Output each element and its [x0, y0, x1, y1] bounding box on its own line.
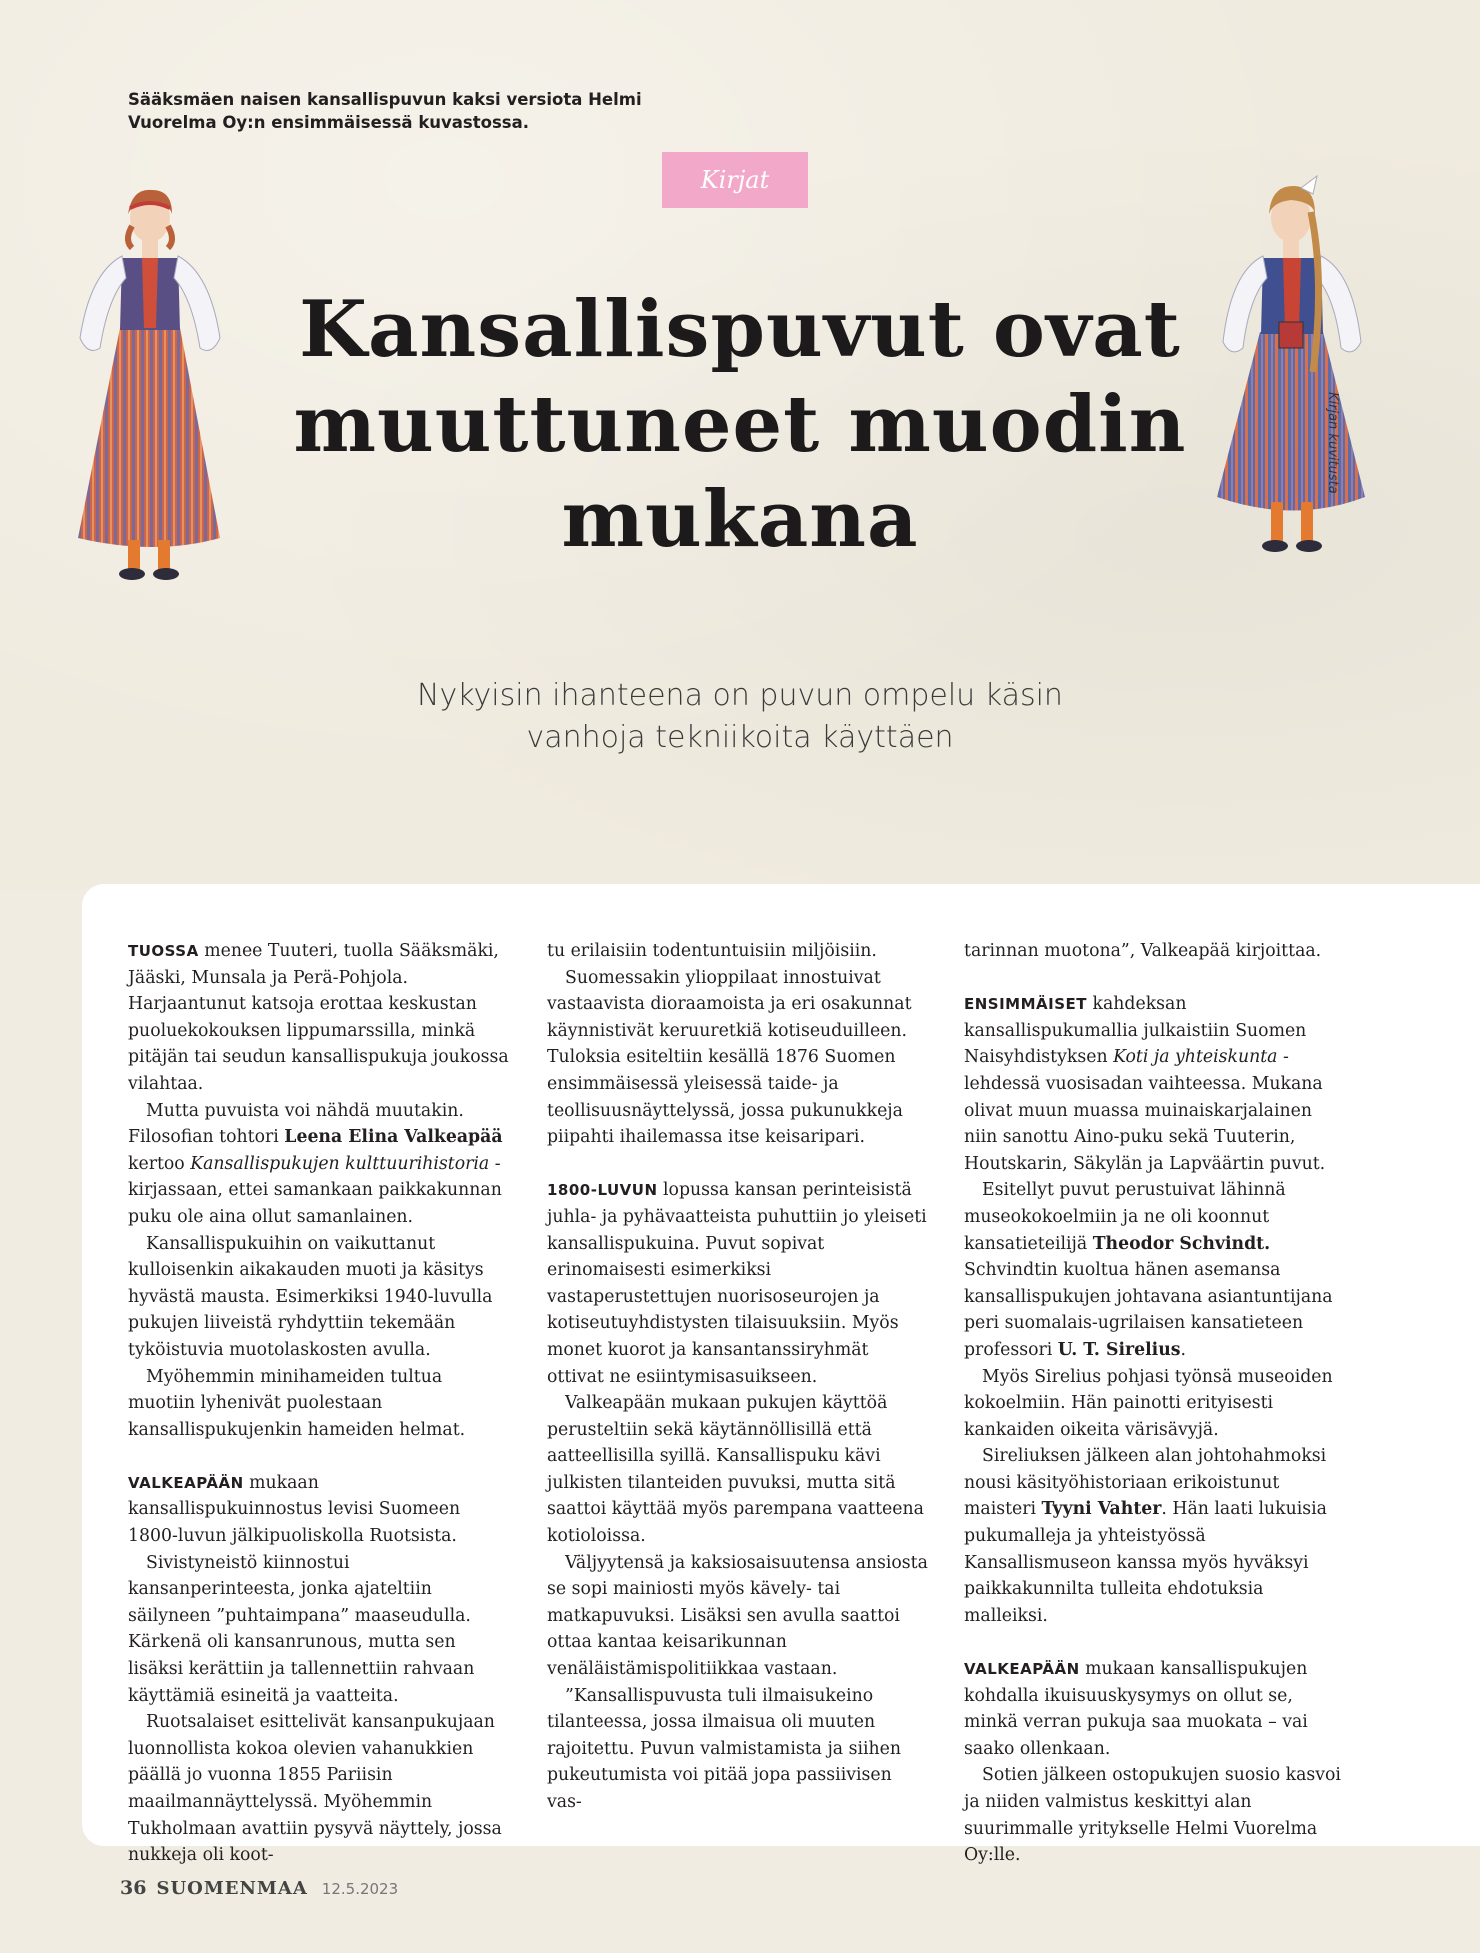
- left-costume-illustration: [60, 178, 250, 588]
- paragraph: [964, 991, 1346, 1177]
- paragraph-text: . Hän laati lukuisia pukumalleja ja yhteistyössä Kansallismuseon kanssa myös hyväksyi paikkakunnilta tulleita ehdotuksia malleiksi.: [964, 1499, 1327, 1626]
- paragraph: Valkeapään mukaan pukujen käyttöä perusteltiin sekä käytännöllisillä että aatteellisilla syillä. Kansallispuku kävi julkisten tilanteiden puvuksi, mutta sitä saattoi käyttää myös parempana vaatteena kotioloissa.: [547, 1393, 924, 1547]
- section-kicker[interactable]: Kirjat: [662, 152, 808, 208]
- paragraph-text: .: [1180, 1339, 1187, 1360]
- person-name: Theodor Schvindt.: [1092, 1233, 1271, 1254]
- paragraph: Ruotsalaiset esittelivät kansanpukujaan luonnollista kokoa olevien vahanukkien päällä jo vuonna 1855 Pariisin maailmannäyttelyssä. Myöhemmin Tukholmaan avattiin pysyvä näyttely, jossa nukkeja oli koot-: [128, 1712, 502, 1866]
- person-name: Leena Elina Valkeapää: [284, 1127, 503, 1148]
- article-headline: [250, 282, 1230, 567]
- magazine-name: SUOMENMAA: [156, 1878, 308, 1899]
- paragraph-text: -lehdessä vuosisadan vaihteessa. Mukana olivat muun muassa muinaiskarjalainen niin sanottu Aino-puku sekä Tuuterin, Houtskarin, Säkylän ja Lapväärtin puvut.: [964, 1047, 1326, 1174]
- paragraph: [964, 1443, 1346, 1629]
- deck-line-2: vanhoja tekniikoita käyttäen: [526, 720, 954, 755]
- paragraph-text: menee Tuuteri, tuolla Sääksmäki, Jääski, Munsala ja Perä-Pohjola. Harjaantunut katsoja erottaa keskustan puoluekokouksen lippumarssilla, minkä pitäjän tai seudun kansallispukuja joukossa vilahtaa.: [128, 941, 509, 1094]
- paragraph: tarinnan muotona”, Valkeapää kirjoittaa.: [964, 941, 1322, 961]
- book-title: Kansallispukujen kulttuurihistoria: [190, 1153, 490, 1174]
- paragraph-text: kahdeksan kansallispukumallia julkaistiin Suomen Naisyhdistyksen: [964, 994, 1307, 1068]
- right-costume-illustration: [1205, 172, 1375, 592]
- page-number: 36: [120, 1877, 147, 1899]
- article-deck: [330, 675, 1150, 759]
- paragraph: [964, 1177, 1346, 1363]
- paragraph-text: mukaan kansallispukujen kohdalla ikuisuuskysymys on ollut se, minkä verran pukuja saa muokata – vai saako ollenkaan.: [964, 1659, 1308, 1759]
- paragraph-text: Sireliuksen jälkeen alan johtohahmoksi nousi käsityöhistoriaan erikoistunut maisteri: [964, 1446, 1327, 1520]
- image-caption: Sääksmäen naisen kansallispuvun kaksi versiota Helmi Vuorelma Oy:n ensimmäisessä kuvastossa.: [128, 90, 642, 132]
- paragraph-text: lopussa kansan perinteisistä juhla- ja pyhävaatteista puhuttiin jo yleiseti kansallispukuina. Puvut sopivat erinomaisesti esimerkiksi vastaperustettujen nuorisoseurojen ja kotiseutuyhdistysten tilaisuuksiin. Myös monet kuorot ja kansantanssiryhmät ottivat ne esiintymisasuikseen.: [547, 1180, 927, 1387]
- lead-in: VALKEAPÄÄN: [128, 1473, 244, 1492]
- paragraph: Myöhemmin minihameiden tultua muotiin lyhenivät puolestaan kansallispukujenkin hameiden helmat.: [128, 1366, 466, 1440]
- paragraph-text: mukaan kansallispukuinnostus levisi Suomeen 1800-luvun jälkipuoliskolla Ruotsista.: [128, 1472, 461, 1547]
- deck-line-1: Nykyisin ihanteena on puvun ompelu käsin: [417, 678, 1063, 713]
- paragraph: Suomessakin ylioppilaat innostuivat vastaavista dioraamoista ja eri osakunnat käynnistivät keruuretkiä kotiseuduilleen. Tuloksia esiteltiin kesällä 1876 Suomen ensimmäisessä yleisessä taide- ja teollisuusnäyttelyssä, jossa pukunukkeja piipahti ihailemassa itse keisaripari.: [547, 967, 912, 1148]
- paragraph: Myös Sirelius pohjasi työnsä museoiden kokoelmiin. Hän painotti erityisesti kankaiden oikeita värisävyjä.: [964, 1366, 1333, 1440]
- paragraph: [128, 938, 510, 1098]
- lead-in: TUOSSA: [128, 942, 199, 960]
- paragraph: [964, 1656, 1346, 1762]
- paragraph: tu erilaisiin todentuntuisiin miljöisiin.: [547, 941, 877, 961]
- paragraph: [547, 1177, 929, 1390]
- person-name: Tyyni Vahter: [1041, 1499, 1162, 1520]
- paragraph-text: Esitellyt puvut perustuivat lähinnä museokokoelmiin ja ne oli koonnut kansatieteilijä: [964, 1180, 1286, 1254]
- body-column-3: [964, 938, 1346, 1869]
- paragraph-text: Mutta puvuista voi nähdä muutakin. Filosofian tohtori: [128, 1100, 464, 1148]
- lead-in: ENSIMMÄISET: [964, 995, 1088, 1014]
- paragraph-text: -kirjassaan, ettei samankaan paikkakunnan puku ole aina ollut samanlainen.: [128, 1153, 502, 1227]
- lead-in: VALKEAPÄÄN: [964, 1660, 1080, 1679]
- headline-line-2: muuttuneet muodin: [293, 379, 1187, 470]
- person-name: U. T. Sirelius: [1057, 1339, 1181, 1360]
- magazine-title: Koti ja yhteiskunta: [1113, 1047, 1278, 1068]
- paragraph: Kansallispukuihin on vaikuttanut kulloisenkin aikakauden muoti ja käsitys hyvästä mausta. Esimerkiksi 1940-luvulla pukujen liiveistä ryhdyttiin tekemään tyköistuvia muotolaskosten avulla.: [128, 1233, 493, 1360]
- paragraph: Sivistyneistö kiinnostui kansanperinteesta, jonka ajateltiin säilyneen ”puhtaimpana” maaseudulla. Kärkenä oli kansanrunous, mutta sen lisäksi kerättiin ja tallennettiin rahvaan käyttämiä esineitä ja vaatteita.: [128, 1552, 475, 1706]
- paragraph: ”Kansallispuvusta tuli ilmaisukeino tilanteessa, jossa ilmaisua oli muuten rajoitettu. Puvun valmistamista ja siihen pukeutumista voi pitää jopa passiivisen vas-: [547, 1685, 902, 1812]
- paragraph: Väljyytensä ja kaksiosaisuutensa ansiosta se sopi mainiosti myös kävely- tai matkapuvuksi. Lisäksi sen avulla saattoi ottaa kantaa keisarikunnan venäläistämispolitiikkaa vastaan.: [547, 1552, 928, 1680]
- paragraph-text: Schvindtin kuoltua hänen asemansa kansallispukujen johtavana asiantuntijana peri suomalais-ugrilaisen kansatieteen professori: [964, 1260, 1333, 1360]
- lead-in: 1800-LUVUN: [547, 1181, 658, 1200]
- issue-date: 12.5.2023: [321, 1880, 399, 1898]
- paragraph: Sotien jälkeen ostopukujen suosio kasvoi ja niiden valmistus keskittyi alan suurimmalle yritykselle Helmi Vuorelma Oy:lle.: [964, 1765, 1341, 1866]
- headline-line-3: mukana: [561, 474, 919, 565]
- image-credit: Kirjan kuvitusta: [1325, 392, 1340, 494]
- paragraph-text: kertoo: [128, 1153, 191, 1174]
- paragraph: [128, 1098, 510, 1231]
- body-column-2: [547, 938, 929, 1816]
- body-column-1: [128, 938, 510, 1869]
- paragraph: [128, 1470, 510, 1550]
- page-footer: [120, 1877, 398, 1899]
- headline-line-1: Kansallispuvut ovat: [299, 284, 1181, 375]
